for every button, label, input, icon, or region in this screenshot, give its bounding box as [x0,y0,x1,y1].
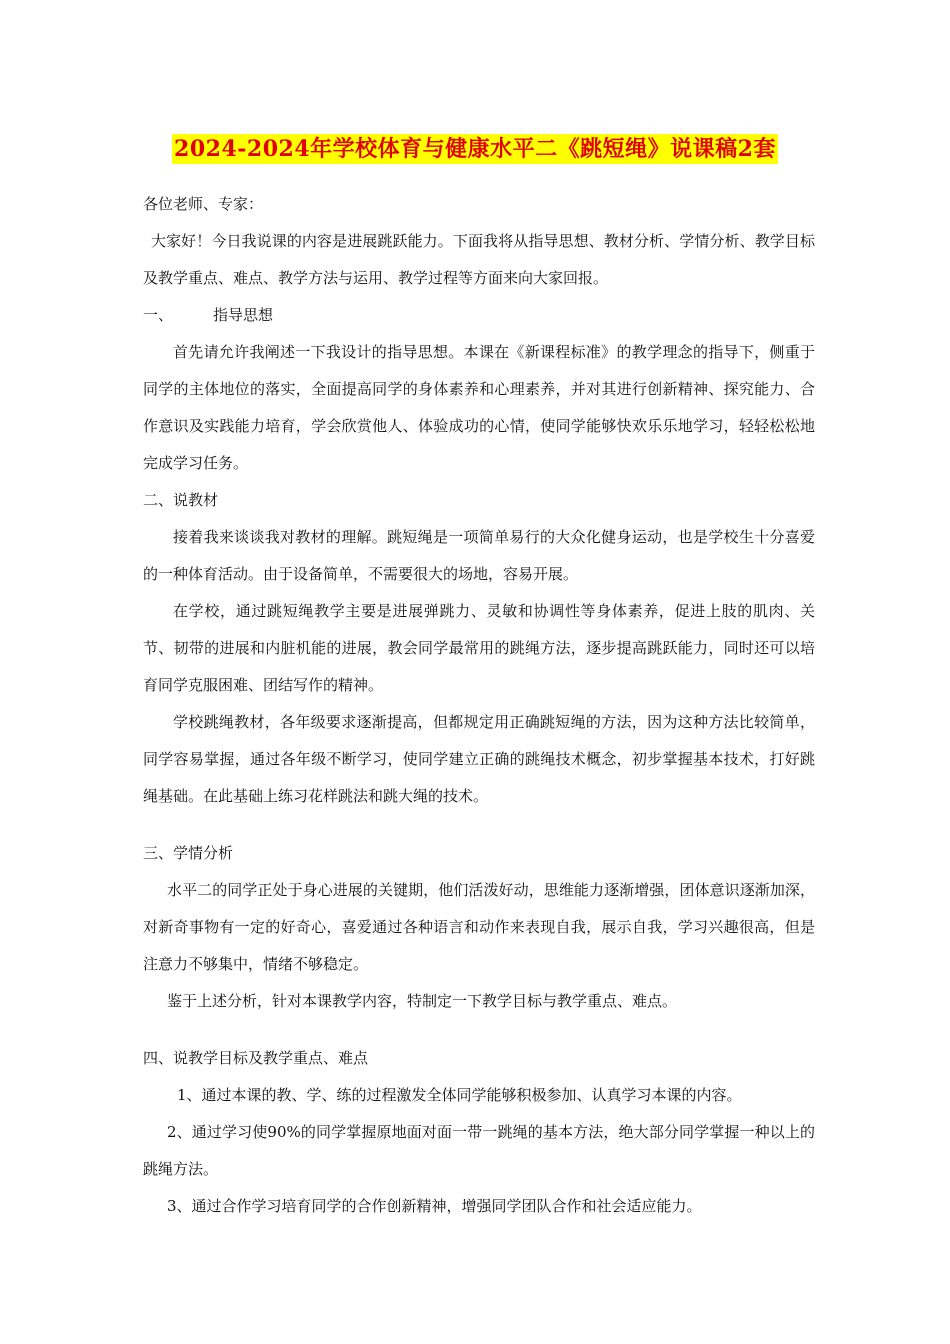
section2-paragraph-2: 在学校，通过跳短绳教学主要是进展弹跳力、灵敏和协调性等身体素养，促进上肢的肌肉、关节、韧带的进展和内脏机能的进展，教会同学最常用的跳绳方法，逐步提高跳跃能力，同时还可以培育同学克服困难、团结写作的精神。 [143,602,815,694]
section1-paragraph: 首先请允许我阐述一下我设计的指导思想。本课在《新课程标准》的教学理念的指导下，侧重于同学的主体地位的落实，全面提高同学的身体素养和心理素养，并对其进行创新精神、探究能力、合作意识及实践能力培育，学会欣赏他人、体验成功的心情，使同学能够快欢乐乐地学习，轻轻松松地完成学习任务。 [143,343,815,472]
section4-heading: 四、说教学目标及教学重点、难点 [143,1049,369,1067]
section2-heading: 二、说教材 [143,491,219,509]
objective-item: 3、通过合作学习培育同学的合作创新精神，增强同学团队合作和社会适应能力。 [167,1197,702,1215]
section1-heading [143,297,815,334]
document-body [143,186,815,1225]
section2-paragraph-1: 接着我来谈谈我对教材的理解。跳短绳是一项简单易行的大众化健身运动，也是学校生十分喜爱的一种体育活动。由于设备简单，不需要很大的场地，容易开展。 [143,528,815,583]
section2-paragraph-3: 学校跳绳教材，各年级要求逐渐提高，但都规定用正确跳短绳的方法，因为这种方法比较简单，同学容易掌握，通过各年级不断学习，使同学建立正确的跳绳技术概念，初步掌握基本技术，打好跳绳基础。在此基础上练习花样跳法和跳大绳的技术。 [143,713,815,805]
section1-title: 指导思想 [213,306,274,324]
document-title: 2024-2024年学校体育与健康水平二《跳短绳》说课稿2套 [174,136,776,162]
section3-paragraph-1: 水平二的同学正处于身心进展的关键期，他们活泼好动，思维能力逐渐增强，团体意识逐渐加深，对新奇事物有一定的好奇心，喜爱通过各种语言和动作来表现自我，展示自我，学习兴趣很高，但是注意力不够集中，情绪不够稳定。 [143,881,815,973]
section3-paragraph-2: 鉴于上述分析，针对本课教学内容，特制定一下教学目标与教学重点、难点。 [167,992,678,1010]
objective-item: 2、通过学习使90%的同学掌握原地面对面一带一跳绳的基本方法，绝大部分同学掌握一种以上的跳绳方法。 [143,1123,815,1178]
objective-item: 1、通过本课的教、学、练的过程激发全体同学能够积极参加、认真学习本课的内容。 [177,1086,742,1104]
spacer [143,815,815,835]
greeting: 各位老师、专家： [143,195,264,213]
title-container [0,134,950,164]
section3-heading: 三、学情分析 [143,844,234,862]
intro-paragraph: 大家好！今日我说课的内容是进展跳跃能力。下面我将从指导思想、教材分析、学情分析、教学目标及教学重点、难点、教学方法与运用、教学过程等方面来向大家回报。 [143,232,815,287]
spacer [143,1020,815,1040]
section1-number: 一、 [143,306,174,324]
